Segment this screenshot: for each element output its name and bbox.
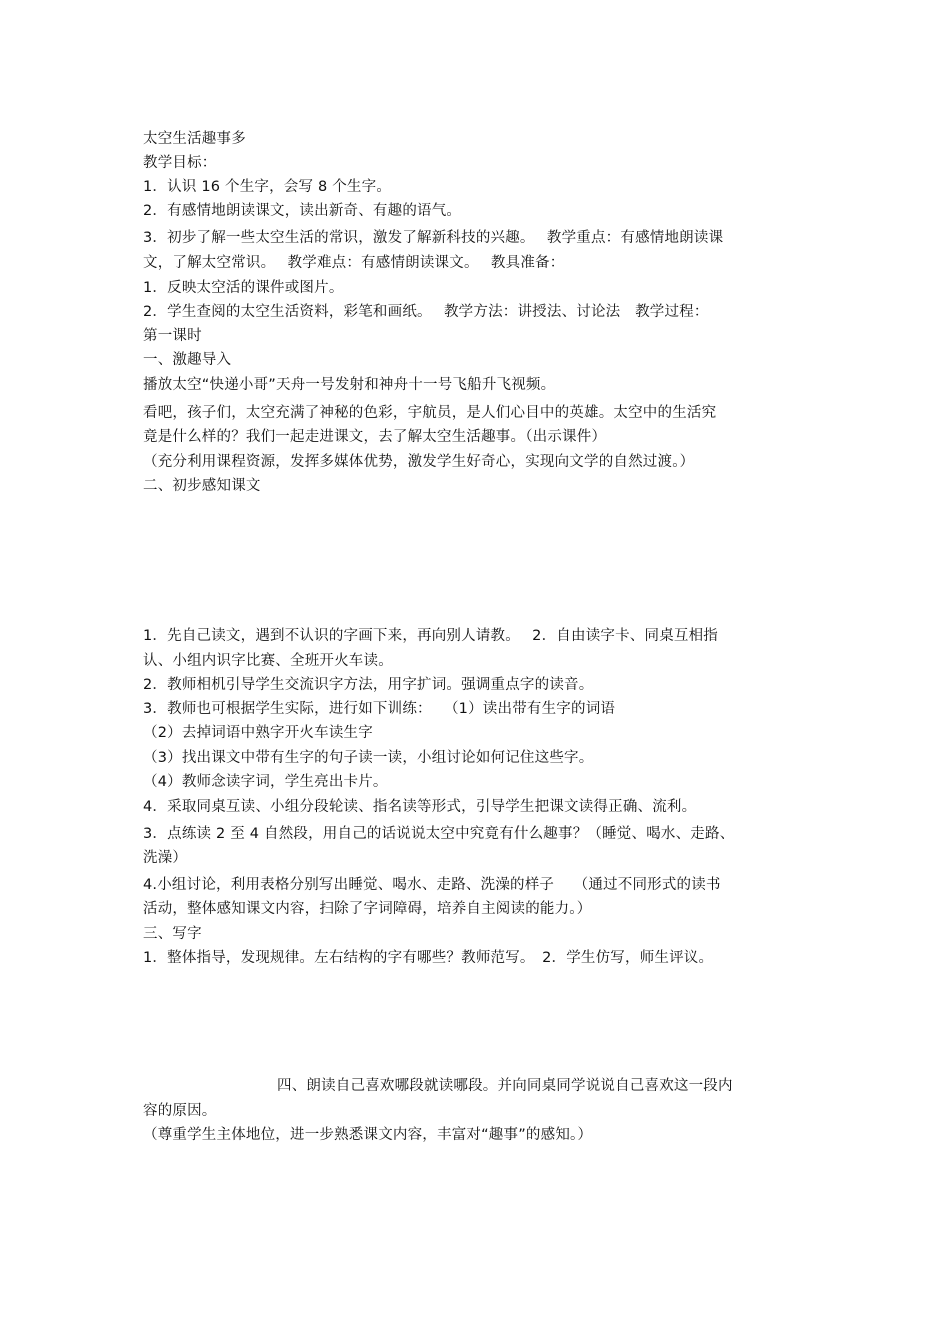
section-heading: 教学目标： <box>143 155 217 171</box>
text-line: 1．反映太空活的课件或图片。 <box>143 280 344 296</box>
text-line: 认、小组内识字比赛、全班开火车读。 <box>143 653 393 669</box>
text-line: 容的原因。 <box>143 1103 217 1119</box>
text-line: 播放太空“快递小哥”天舟一号发射和神舟十一号飞船升飞视频。 <box>143 377 556 393</box>
text-line: 1．整体指导，发现规律。左右结构的字有哪些？教师范写。 2．学生仿写，师生评议。 <box>143 950 714 966</box>
text-line: 4．采取同桌互读、小组分段轮读、指名读等形式，引导学生把课文读得正确、流利。 <box>143 799 697 815</box>
text-line: （2）去掉词语中熟字开火车读生字 <box>143 725 373 741</box>
text-line: 1．先自己读文，遇到不认识的字画下来，再向别人请教。 2．自由读字卡、同桌互相指 <box>143 628 719 644</box>
section-heading: 二、初步感知课文 <box>143 478 261 494</box>
text-line: 3．点练读 2 至 4 自然段，用自己的话说说太空中究竟有什么趣事？（睡觉、喝水、走路、 <box>143 826 735 842</box>
text-line: 2．有感情地朗读课文，读出新奇、有趣的语气。 <box>143 203 462 219</box>
section-heading: 第一课时 <box>143 328 202 344</box>
section-heading: 三、写字 <box>143 926 202 942</box>
text-line: 1．认识 16 个生字，会写 8 个生字。 <box>143 179 392 195</box>
text-line: 3．初步了解一些太空生活的常识，激发了解新科技的兴趣。 教学重点：有感情地朗读课 <box>143 230 724 246</box>
text-line: 2．教师相机引导学生交流识字方法，用字扩词。强调重点字的读音。 <box>143 677 594 693</box>
text-line: 竟是什么样的？我们一起走进课文，去了解太空生活趣事。（出示课件） <box>143 429 607 445</box>
text-line: 4.小组讨论，利用表格分别写出睡觉、喝水、走路、洗澡的样子 （通过不同形式的读书 <box>143 877 721 893</box>
text-line: 四、朗读自己喜欢哪段就读哪段。并向同桌同学说说自己喜欢这一段内 <box>277 1078 733 1094</box>
text-line: （充分利用课程资源，发挥多媒体优势，激发学生好奇心，实现向文学的自然过渡。） <box>143 454 695 470</box>
text-line: 活动，整体感知课文内容，扫除了字词障碍，培养自主阅读的能力。） <box>143 901 592 917</box>
text-line: 3．教师也可根据学生实际，进行如下训练： （1）读出带有生字的词语 <box>143 701 616 717</box>
document-title: 太空生活趣事多 <box>143 131 246 147</box>
text-line: （尊重学生主体地位，进一步熟悉课文内容，丰富对“趣事”的感知。） <box>143 1127 593 1143</box>
text-line: 洗澡） <box>143 850 188 866</box>
text-line: 看吧，孩子们，太空充满了神秘的色彩，宇航员，是人们心目中的英雄。太空中的生活究 <box>143 405 717 421</box>
section-heading: 一、激趣导入 <box>143 352 232 368</box>
text-line: （4）教师念读字词，学生亮出卡片。 <box>143 774 388 790</box>
text-line: 2．学生查阅的太空生活资料，彩笔和画纸。 教学方法：讲授法、讨论法 教学过程： <box>143 304 709 320</box>
text-line: 文，了解太空常识。 教学难点：有感情朗读课文。 教具准备： <box>143 255 565 271</box>
text-line: （3）找出课文中带有生字的句子读一读，小组讨论如何记住这些字。 <box>143 750 594 766</box>
